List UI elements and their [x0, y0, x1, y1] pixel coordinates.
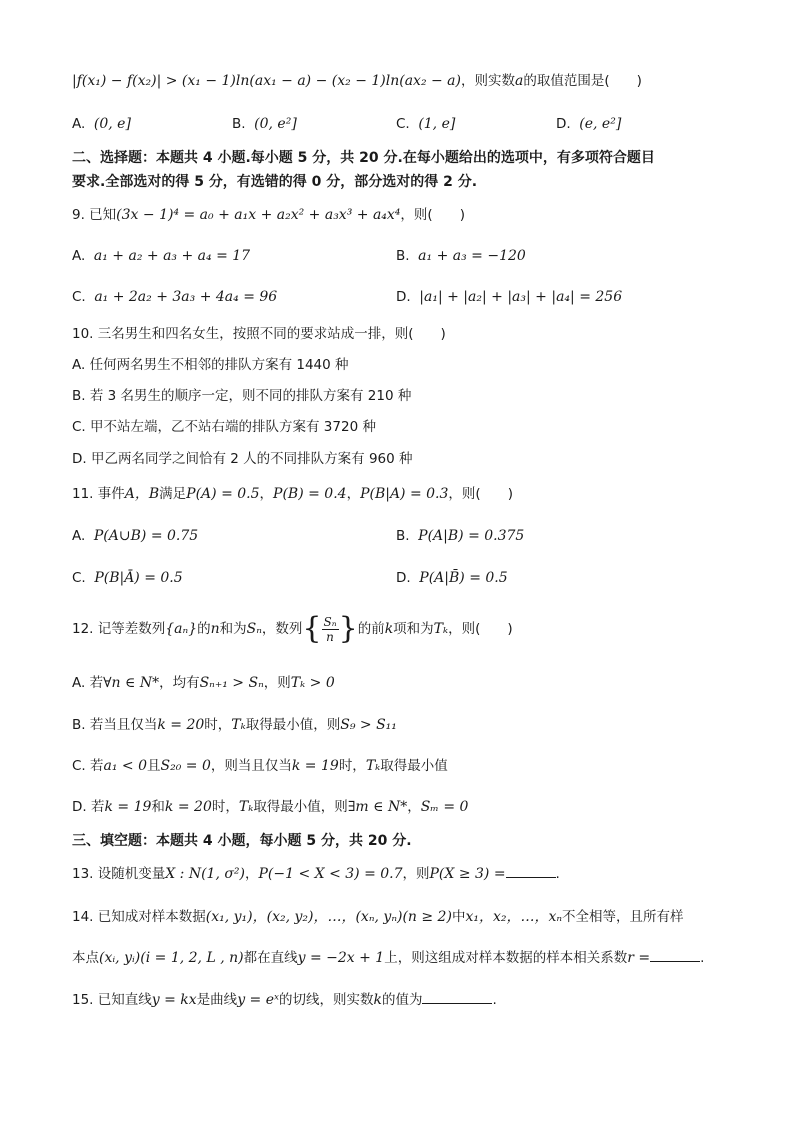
left-brace: {	[302, 611, 322, 646]
q10-option-d[interactable]: D. 甲乙两名同学之间恰有 2 人的不同排队方案有 960 种	[72, 451, 413, 467]
section3-heading: 三、填空题：本题共 4 小题，每小题 5 分，共 20 分.	[72, 833, 412, 849]
q9-expansion: (3x − 1)⁴ = a₀ + a₁x + a₂x² + a₃x³ + a₄x⁴	[116, 207, 401, 223]
q14-stem-line1: 14. 已知成对样本数据(x₁, y₁)，(x₂, y₂)，…，(xₙ, yₙ)(n ≥ 2)中x₁，x₂，…，xₙ不全相等，且所有样	[72, 909, 684, 925]
q11-option-d[interactable]: D. P(A|B̄) = 0.5	[396, 570, 508, 586]
section2-heading-line1: 二、选择题：本题共 4 小题.每小题 5 分，共 20 分.在每小题给出的选项中，有多项符合题目	[72, 150, 655, 166]
q13-answer-blank[interactable]	[506, 863, 556, 878]
q10-stem: 10. 三名男生和四名女生，按照不同的要求站成一排，则( )	[72, 326, 446, 342]
q8-option-c[interactable]: C. (1, e]	[396, 116, 456, 132]
q11-stem: 11. 事件A，B满足P(A) = 0.5，P(B) = 0.4，P(B|A) = 0.3，则( )	[72, 486, 513, 502]
q8-option-d[interactable]: D. (e, e²]	[556, 116, 622, 132]
q12-option-c[interactable]: C. 若a₁ < 0且S₂₀ = 0，则当且仅当k = 19时，Tₖ取得最小值	[72, 758, 448, 774]
q12-option-a[interactable]: A. 若∀n ∈ N*，均有Sₙ₊₁ > Sₙ，则Tₖ > 0	[72, 675, 335, 691]
q12-fraction: $\frac{\text{Sₙ}}{n}$	[323, 614, 337, 644]
q12-stem: 12. 记等差数列{aₙ}的n和为Sₙ，数列{ $\frac{\text{Sₙ}}{n}$ }的前k项和为Tₖ，则( )	[72, 611, 513, 646]
q14-answer-blank[interactable]	[650, 947, 700, 962]
q9-option-b[interactable]: B. a₁ + a₃ = −120	[396, 248, 526, 264]
section2-heading-line2: 要求.全部选对的得 5 分，有选错的得 0 分，部分选对的得 2 分.	[72, 174, 478, 190]
q15-stem: 15. 已知直线y = kx是曲线y = eˣ的切线，则实数k的值为 .	[72, 989, 497, 1011]
q8-inequality: |f(x₁) − f(x₂)| > (x₁ − 1)ln(ax₁ − a) − (x₂ − 1)ln(ax₂ − a)	[72, 73, 461, 89]
q9-option-d[interactable]: D. |a₁| + |a₂| + |a₃| + |a₄| = 256	[396, 289, 623, 305]
q13-stem: 13. 设随机变量X : N(1, σ²)，P(−1 < X < 3) = 0.7，则P(X ≥ 3) = .	[72, 863, 560, 885]
q8-option-b[interactable]: B. (0, e²]	[232, 116, 297, 132]
q10-option-a[interactable]: A. 任何两名男生不相邻的排队方案有 1440 种	[72, 357, 349, 373]
q12-option-b[interactable]: B. 若当且仅当k = 20时，Tₖ取得最小值，则S₉ > S₁₁	[72, 717, 397, 733]
q9-stem: 9. 已知(3x − 1)⁴ = a₀ + a₁x + a₂x² + a₃x³ + a₄x⁴，则( )	[72, 207, 465, 223]
q10-option-c[interactable]: C. 甲不站左端，乙不站右端的排队方案有 3720 种	[72, 419, 376, 435]
q11-option-a[interactable]: A. P(A∪B) = 0.75	[72, 528, 199, 544]
q10-option-b[interactable]: B. 若 3 名男生的顺序一定，则不同的排队方案有 210 种	[72, 388, 412, 404]
q9-option-a[interactable]: A. a₁ + a₂ + a₃ + a₄ = 17	[72, 248, 251, 264]
right-brace: }	[338, 611, 358, 646]
q11-option-b[interactable]: B. P(A|B) = 0.375	[396, 528, 525, 544]
q11-option-c[interactable]: C. P(B|Ā) = 0.5	[72, 570, 183, 586]
q12-option-d[interactable]: D. 若k = 19和k = 20时，Tₖ取得最小值，则∃m ∈ N*，Sₘ = 0	[72, 799, 469, 815]
q8-condition-line: |f(x₁) − f(x₂)| > (x₁ − 1)ln(ax₁ − a) − (x₂ − 1)ln(ax₂ − a)，则实数a的取值范围是( )	[72, 73, 642, 89]
q15-answer-blank[interactable]	[422, 989, 492, 1004]
q14-stem-line2: 本点(xᵢ, yᵢ)(i = 1, 2, L , n)都在直线y = −2x + 1上，则这组成对样本数据的样本相关系数r = .	[72, 947, 704, 969]
q9-option-c[interactable]: C. a₁ + 2a₂ + 3a₃ + 4a₄ = 96	[72, 289, 278, 305]
q8-option-a[interactable]: A. (0, e]	[72, 116, 131, 132]
